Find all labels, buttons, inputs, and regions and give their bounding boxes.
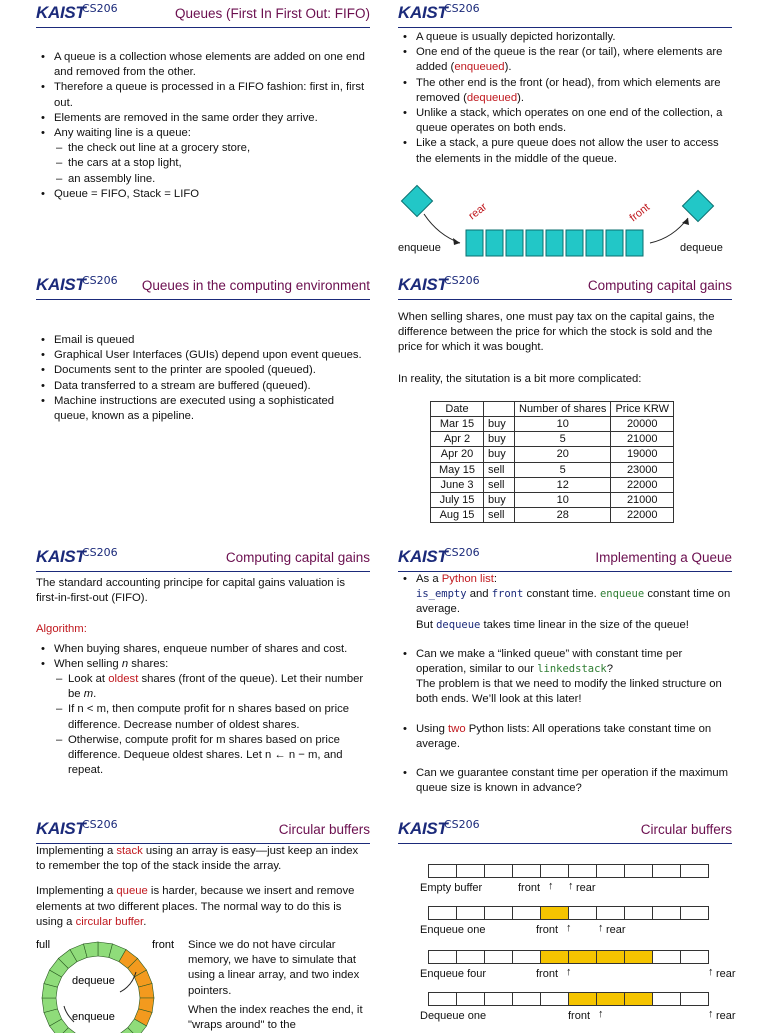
bullet-text: ).: [517, 91, 525, 104]
table-cell: June 3: [431, 477, 484, 492]
queue-cell: [466, 230, 483, 256]
bullet: [54, 348, 370, 363]
header-rule: [398, 299, 732, 300]
slide-body: [398, 572, 732, 796]
kaist-logo: KAIST: [398, 3, 448, 22]
header-rule: [398, 27, 732, 28]
slide-header: [398, 816, 732, 846]
front-pointer-label: front: [536, 924, 559, 936]
code-term: enqueue: [599, 588, 645, 601]
slide-title: Queues (First In First Out: FIFO): [174, 6, 370, 21]
slide-implementing-queue: [398, 544, 732, 806]
table-header-cell: Date: [431, 401, 484, 416]
sub-text: Look at: [68, 673, 109, 686]
buffer-cell: [428, 906, 457, 920]
slide-capital-gains-table: [398, 272, 732, 534]
slide-title: Circular buffers: [640, 822, 732, 837]
slide-queues-fifo: [36, 0, 370, 262]
table-row: [431, 417, 674, 432]
enqueue-arrowhead: [453, 238, 460, 245]
queue-cell: [486, 230, 503, 256]
dequeue-label: dequeue: [680, 242, 723, 254]
buffer-cell: [428, 992, 457, 1006]
bullet-text: Unlike a stack, which operates on one end of the collection, a queue operates on both ends.: [416, 107, 723, 135]
buffer-cell: [428, 950, 457, 964]
code-term: linkedstack: [537, 663, 607, 676]
algorithm-heading: Algorithm:: [36, 623, 87, 636]
buffer-array: [428, 992, 708, 1006]
bullet-text: Graphical User Interfaces (GUIs) depend upon event queues.: [54, 349, 362, 362]
bullet: [54, 80, 370, 110]
code-term: is_empty: [416, 588, 467, 601]
queue-cell: [606, 230, 623, 256]
table-body: [431, 417, 674, 523]
paragraph: [36, 884, 370, 930]
buffer-cell: [456, 864, 485, 878]
slide-body: [36, 50, 370, 202]
buffer-cell: [624, 906, 653, 920]
buffer-step-label: Empty buffer: [420, 882, 483, 894]
bullet-text: Therefore a queue is processed in a FIFO fashion: first in, first out.: [54, 81, 365, 109]
table-cell: Apr 20: [431, 447, 484, 462]
buffer-cell: [540, 992, 569, 1006]
paragraph: When the index reaches the end, it "wraps around" to the: [188, 1003, 363, 1032]
bullet: [416, 136, 732, 166]
table-row: [431, 447, 674, 462]
para-text: Implementing a: [36, 885, 117, 898]
buffer-cell-filled: [568, 950, 597, 964]
code-term: front: [491, 588, 524, 601]
buffer-cell: [652, 864, 681, 878]
buffer-step-label: Enqueue one: [420, 924, 486, 936]
dequeue-element: [682, 190, 713, 221]
kaist-logo: KAIST: [36, 547, 86, 566]
slide-title: Computing capital gains: [225, 550, 370, 565]
bullet-text: Elements are removed in the same order they arrive.: [54, 111, 318, 124]
bullet-text: constant time on average.: [416, 588, 731, 616]
code-term: dequeue: [436, 618, 481, 631]
table-cell: 28: [515, 508, 611, 523]
table-row: [431, 508, 674, 523]
paragraph: The standard accounting principe for capital gains valuation is first-in-first-out (FIFO).: [36, 577, 345, 605]
bullet-text: A queue is usually depicted horizontally.: [416, 31, 616, 43]
table-cell: 10: [515, 417, 611, 432]
table-cell: July 15: [431, 493, 484, 508]
circular-buffer-diagram: [36, 936, 186, 1024]
buffer-cell-filled: [596, 992, 625, 1006]
course-code: CS206: [82, 274, 118, 287]
buffer-cell: [652, 992, 681, 1006]
bullet: [54, 187, 370, 202]
buffer-cell: [568, 906, 597, 920]
dequeue-label: dequeue: [72, 975, 115, 987]
buffer-cell: [652, 906, 681, 920]
table-cell: 20000: [611, 417, 674, 432]
front-pointer-arrow-icon: ↑: [566, 966, 572, 978]
table-cell: buy: [484, 417, 515, 432]
slide-circular-buffers-steps: [398, 816, 736, 1024]
rear-pointer-label: rear: [606, 924, 626, 936]
course-code: CS206: [82, 2, 118, 15]
course-code: CS206: [444, 274, 480, 287]
slide-capital-gains-algorithm: [36, 544, 370, 806]
bullet-text: But: [416, 618, 437, 631]
buffer-cell: [596, 864, 625, 878]
kaist-logo: KAIST: [36, 819, 86, 838]
bullet-text: Python lists: All operations take constant time on average.: [416, 722, 712, 750]
slide-title: Computing capital gains: [587, 278, 732, 293]
buffer-array: [428, 906, 708, 920]
bullet-text: Like a stack, a pure queue does not allow the user to access the elements in the middle of the queue.: [416, 137, 719, 165]
buffer-cell-filled: [624, 992, 653, 1006]
bullet-text: One end of the queue is the rear (or tail), where elements are added (: [416, 46, 723, 74]
table-cell: buy: [484, 493, 515, 508]
paragraph: [36, 844, 370, 874]
bullet-text: Can we guarantee constant time per operation if the maximum queue size is known in advance?: [416, 767, 729, 795]
front-label: front: [152, 939, 175, 951]
highlight-term: enqueued: [454, 61, 505, 74]
buffer-cell: [484, 906, 513, 920]
table-row: [431, 462, 674, 477]
header-rule: [36, 27, 370, 28]
rear-pointer-arrow-icon: ↑: [708, 1008, 714, 1020]
front-pointer-label: front: [568, 1010, 591, 1022]
rear-pointer-arrow-icon: ↑: [568, 880, 574, 892]
buffer-cell: [484, 864, 513, 878]
kaist-logo: KAIST: [36, 3, 86, 22]
enqueue-label: enqueue: [72, 1011, 115, 1023]
buffer-cell-filled: [540, 906, 569, 920]
sub-bullet: – Otherwise, compute profit for m shares based on price difference. Dequeue oldest shares. Let n ← n − m, and repeat.: [68, 733, 370, 779]
bullet-text: ).: [504, 61, 512, 74]
buffer-cell: [680, 992, 709, 1006]
kaist-logo: KAIST: [36, 275, 86, 294]
bullet-text: When buying shares, enqueue number of shares and cost.: [54, 642, 348, 655]
table-cell: 23000: [611, 462, 674, 477]
table-cell: buy: [484, 447, 515, 462]
bullet: [416, 766, 732, 796]
paragraph: Since we do not have circular memory, we have to simulate that using a linear array, and two index pointers.: [188, 939, 360, 997]
sub-bullet: – the check out line at a grocery store,: [68, 141, 370, 156]
header-rule: [398, 843, 732, 844]
front-label: front: [627, 201, 653, 225]
bullet: [54, 379, 370, 394]
bullet: [416, 30, 732, 45]
highlight-term: circular buffer: [75, 915, 144, 928]
buffer-cell-filled: [624, 950, 653, 964]
front-pointer-label: front: [518, 882, 541, 894]
bullet-text: shares:: [128, 657, 169, 670]
math-var: n: [121, 657, 129, 670]
bullet: [416, 572, 732, 633]
bullet: [416, 76, 732, 106]
bullet: [54, 394, 370, 424]
queue-diagram: [398, 180, 732, 262]
queue-cell: [586, 230, 603, 256]
kaist-logo: KAIST: [398, 547, 448, 566]
slide-header: [36, 272, 370, 302]
table-cell: 5: [515, 462, 611, 477]
slide-header: [36, 544, 370, 574]
buffer-step-label: Dequeue one: [420, 1010, 487, 1022]
buffer-cell: [680, 864, 709, 878]
front-pointer-arrow-icon: ↑: [548, 880, 554, 892]
rear-pointer-arrow-icon: ↑: [708, 966, 714, 978]
table-header-cell: [484, 401, 515, 416]
slide-circular-buffers-intro: [36, 816, 370, 1032]
course-code: CS206: [444, 546, 480, 559]
slide-queue-depiction: [398, 0, 732, 262]
para-text: .: [143, 915, 147, 928]
buffer-array: [428, 864, 708, 878]
bullet-text: A queue is a collection whose elements are added on one end and removed from the other.: [54, 51, 365, 79]
table-header-row: [431, 401, 674, 416]
bullet-text: Documents sent to the printer are spooled (queued).: [54, 364, 316, 377]
buffer-step-label: Enqueue four: [420, 968, 487, 980]
bullet: [416, 647, 732, 708]
bullet-text: As a: [416, 573, 442, 585]
table-cell: Mar 15: [431, 417, 484, 432]
bullet-text: Can we make a “linked queue” with constant time per operation, similar to our: [416, 647, 683, 676]
rear-pointer-label: rear: [716, 968, 736, 980]
bullet: [54, 50, 370, 80]
bullet: [416, 722, 732, 752]
buffer-cell: [456, 992, 485, 1006]
buffer-cell: [428, 864, 457, 878]
buffer-cell: [540, 864, 569, 878]
sub-bullet: – the cars at a stop light,: [68, 156, 370, 171]
bullet-text: ?: [606, 663, 614, 676]
bullet: [54, 363, 370, 378]
full-label: full: [36, 939, 51, 951]
buffer-array: [428, 950, 708, 964]
slide-header: [398, 544, 732, 574]
bullet: [54, 657, 370, 779]
buffer-cell: [512, 950, 541, 964]
course-code: CS206: [444, 818, 480, 831]
slide-header: [398, 0, 732, 30]
sub-bullet: – an assembly line.: [68, 172, 370, 187]
sub-bullet: – If n < m, then compute profit for n shares based on price difference. Decrease number of oldest shares.: [68, 702, 370, 732]
bullet: [54, 111, 370, 126]
buffer-cell: [512, 992, 541, 1006]
slide-title: Queues in the computing environment: [141, 278, 370, 293]
table-row: [431, 432, 674, 447]
buffer-cell: [680, 950, 709, 964]
queue-cell: [546, 230, 563, 256]
bullet-text: :: [493, 573, 498, 585]
queue-cell: [506, 230, 523, 256]
bullet-text: Queue = FIFO, Stack = LIFO: [54, 187, 200, 200]
table-cell: sell: [484, 477, 515, 492]
table-cell: 5: [515, 432, 611, 447]
paragraph: When selling shares, one must pay tax on the capital gains, the difference between the price for which the stock is sold and the price for which it was bought.: [398, 311, 715, 354]
bullet-text: Any waiting line is a queue:: [54, 127, 191, 140]
slide-body: [398, 310, 732, 523]
front-pointer-arrow-icon: ↑: [566, 922, 572, 934]
side-text: [188, 938, 370, 1033]
buffer-cell: [456, 906, 485, 920]
table-row: [431, 477, 674, 492]
highlight-term: two: [448, 722, 466, 735]
highlight-term: dequeued: [466, 91, 518, 104]
table-cell: sell: [484, 508, 515, 523]
front-pointer-label: front: [536, 968, 559, 980]
math-var: m: [83, 688, 94, 701]
table-cell: Aug 15: [431, 508, 484, 523]
sub-text: shares (front of the queue). Let their number be: [68, 673, 364, 701]
enqueue-element: [401, 185, 432, 216]
front-pointer-arrow-icon: ↑: [598, 1008, 604, 1020]
table-header-cell: Number of shares: [515, 401, 611, 416]
sub-text: .: [93, 688, 97, 701]
trades-table: [430, 401, 674, 524]
bullet-text: The other end is the front (or head), from which elements are removed (: [416, 76, 721, 104]
bullet: [416, 45, 732, 75]
queue-cell: [526, 230, 543, 256]
rear-pointer-label: rear: [576, 882, 596, 894]
table-cell: 22000: [611, 477, 674, 492]
buffer-cell-filled: [596, 950, 625, 964]
table-cell: 19000: [611, 447, 674, 462]
rear-label: rear: [466, 200, 490, 223]
table-cell: 12: [515, 477, 611, 492]
table-row: [431, 493, 674, 508]
slide-body: [36, 333, 370, 424]
bullet-text: Email is queued: [54, 334, 135, 346]
buffer-cell: [680, 906, 709, 920]
bullet-text: constant time.: [523, 588, 600, 601]
paragraph: In reality, the situtation is a bit more complicated:: [398, 372, 642, 385]
buffer-cell: [456, 950, 485, 964]
enqueue-label: enqueue: [398, 242, 441, 254]
buffer-cell: [484, 992, 513, 1006]
bullet: [54, 333, 370, 348]
para-text: Implementing a: [36, 845, 117, 857]
highlight-term: queue: [116, 885, 148, 898]
buffer-cell: [568, 864, 597, 878]
table-cell: 10: [515, 493, 611, 508]
course-code: CS206: [82, 818, 118, 831]
bullet-text: Data transferred to a stream are buffered (queued).: [54, 379, 311, 392]
buffer-cell-filled: [540, 950, 569, 964]
bullet-text: Using: [416, 722, 449, 735]
slide-queues-computing: [36, 272, 370, 534]
slide-header: [36, 816, 370, 846]
para-text: is harder, because we insert and remove elements at two different places. The normal way to do this is using a: [36, 885, 355, 928]
sub-bullet: [68, 672, 370, 702]
highlight-term: oldest: [108, 673, 139, 686]
buffer-cell: [652, 950, 681, 964]
enqueue-arrow: [424, 214, 460, 243]
rear-pointer-arrow-icon: ↑: [598, 922, 604, 934]
buffer-cell: [484, 950, 513, 964]
para-text: using an array is easy—just keep an index to remember the top of the stack inside the array.: [36, 845, 359, 873]
table-cell: Apr 2: [431, 432, 484, 447]
bullet: [54, 642, 370, 657]
highlight-term: stack: [116, 845, 143, 857]
highlight-term: Python list: [441, 573, 494, 585]
buffer-cell: [624, 864, 653, 878]
slide-title: Implementing a Queue: [595, 550, 732, 565]
queue-cell: [626, 230, 643, 256]
bullet-text: When selling: [54, 657, 122, 670]
queue-cell: [566, 230, 583, 256]
course-code: CS206: [444, 2, 480, 15]
table-cell: 21000: [611, 432, 674, 447]
header-rule: [36, 299, 370, 300]
header-rule: [36, 571, 370, 572]
table-cell: 22000: [611, 508, 674, 523]
bullet-text: The problem is that we need to modify the linked structure on both ends. We’ll look at this later!: [416, 678, 722, 706]
bullet: [416, 106, 732, 136]
dequeue-arrow: [650, 218, 688, 243]
table-header-cell: Price KRW: [611, 401, 674, 416]
buffer-cell-filled: [568, 992, 597, 1006]
slide-header: [398, 272, 732, 302]
table-cell: sell: [484, 462, 515, 477]
slide-body: [36, 844, 370, 930]
table-cell: May 15: [431, 462, 484, 477]
course-code: CS206: [82, 546, 118, 559]
bullet: [54, 126, 370, 187]
slide-body: [398, 30, 732, 167]
kaist-logo: KAIST: [398, 819, 448, 838]
buffer-cell: [512, 864, 541, 878]
slide-body: [36, 576, 370, 778]
table-cell: 20: [515, 447, 611, 462]
buffer-cell: [512, 906, 541, 920]
rear-pointer-label: rear: [716, 1010, 736, 1022]
bullet-text: Machine instructions are executed using a sophisticated queue, known as a pipeline.: [54, 394, 335, 423]
bullet-text: takes time linear in the size of the queue!: [480, 618, 689, 631]
slide-title: Circular buffers: [278, 822, 370, 837]
kaist-logo: KAIST: [398, 275, 448, 294]
slide-header: [36, 0, 370, 30]
queue-cells: [466, 230, 643, 256]
table-cell: 21000: [611, 493, 674, 508]
buffer-cell: [596, 906, 625, 920]
table-cell: buy: [484, 432, 515, 447]
bullet-text: and: [466, 588, 492, 601]
